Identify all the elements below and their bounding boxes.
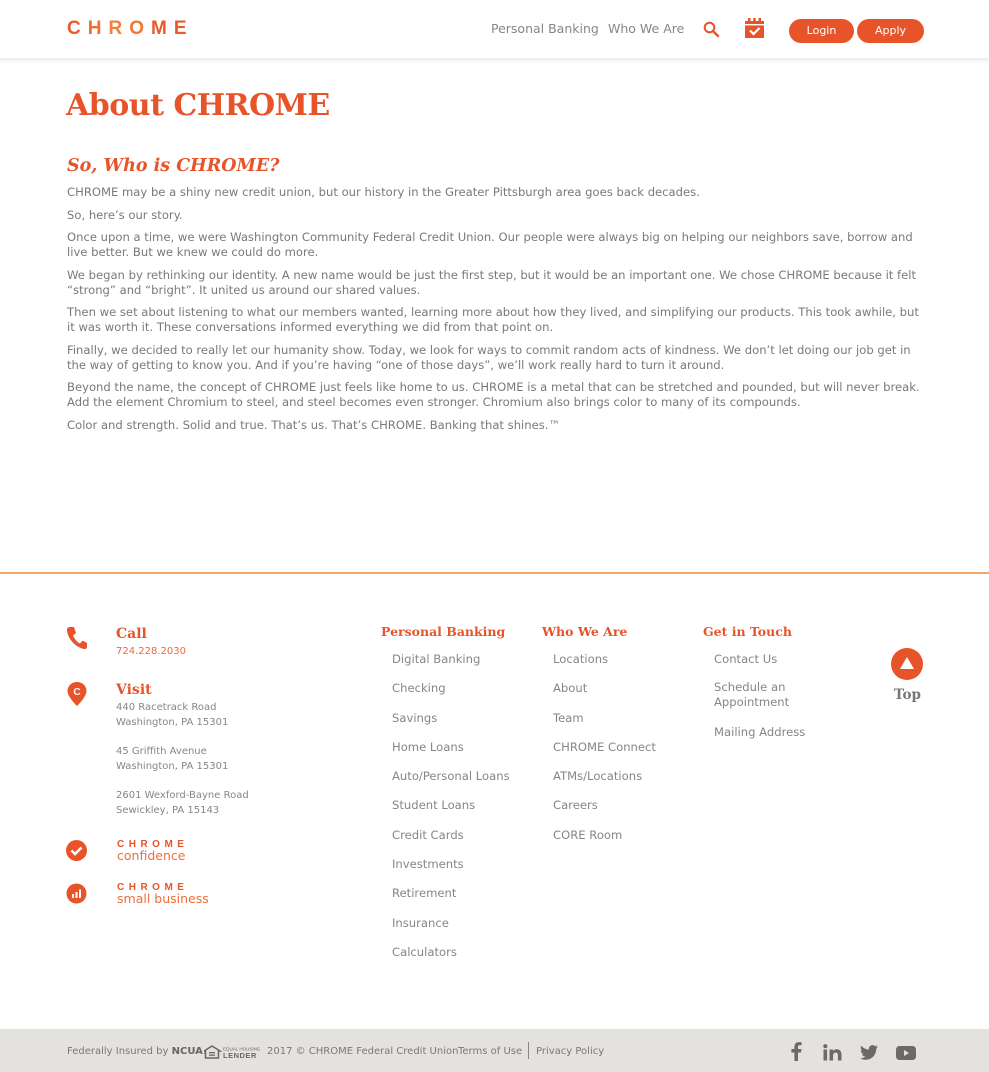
linkedin-icon[interactable] xyxy=(823,1044,842,1065)
back-to-top-button[interactable] xyxy=(891,648,923,680)
footer-link[interactable]: Insurance xyxy=(392,915,449,930)
insured-prefix: Federally Insured by xyxy=(67,1046,169,1057)
svg-text:LENDER: LENDER xyxy=(223,1051,257,1059)
footer-link[interactable]: CORE Room xyxy=(553,827,623,842)
logo-letter: H xyxy=(87,18,109,39)
logo-letter: C xyxy=(67,18,88,39)
logo-letter: O xyxy=(129,18,151,39)
footer-col-personal-banking-heading: Personal Banking xyxy=(381,624,506,639)
footer-col-get-in-touch xyxy=(714,651,814,754)
footer-link[interactable]: Mailing Address xyxy=(714,725,806,740)
back-to-top-label[interactable]: Top xyxy=(894,687,921,703)
site-header xyxy=(0,0,989,59)
youtube-icon[interactable] xyxy=(896,1045,916,1064)
logo-letter: M xyxy=(150,18,174,39)
footer-link[interactable]: CHROME Connect xyxy=(553,739,656,754)
legal-separator xyxy=(528,1042,529,1059)
chrome-confidence-link[interactable]: CHROME xyxy=(117,839,189,850)
footer-col-who-we-are xyxy=(553,651,656,856)
footer-link[interactable]: Locations xyxy=(553,652,609,666)
nav-personal-banking[interactable]: Personal Banking xyxy=(491,21,599,36)
checkmark-badge-icon xyxy=(66,840,87,865)
logo-letter: R xyxy=(108,18,130,39)
footer-link[interactable]: Careers xyxy=(553,798,598,813)
address-2 xyxy=(116,745,228,774)
footer-col-get-in-touch-heading: Get in Touch xyxy=(703,624,792,639)
phone-icon xyxy=(66,626,88,654)
address-line: Sewickley, PA 15143 xyxy=(116,804,220,816)
footer-link[interactable]: Student Loans xyxy=(392,798,476,813)
footer-link[interactable]: Credit Cards xyxy=(392,827,464,842)
paragraph: Once upon a time, we were Washington Community Federal Credit Union. Our people were always big on helping our neighbors save, borrow and live better. But we knew we could do more. xyxy=(67,230,913,259)
apply-button[interactable]: Apply xyxy=(857,19,924,43)
address-line: Washington, PA 15301 xyxy=(116,760,229,772)
logo-letter: E xyxy=(173,18,194,39)
calendar-check-icon[interactable] xyxy=(745,18,764,42)
footer-link[interactable]: About xyxy=(553,681,588,696)
section-title: So, Who is CHROME? xyxy=(67,156,280,176)
paragraph: CHROME may be a shiny new credit union, but our history in the Greater Pittsburgh area goes back decades. xyxy=(67,185,700,199)
bar-chart-badge-icon xyxy=(66,883,87,908)
nav-who-we-are[interactable]: Who We Are xyxy=(608,21,685,36)
svg-text:EQUAL HOUSING: EQUAL HOUSING xyxy=(223,1046,261,1052)
insured-notice xyxy=(67,1046,206,1057)
copyright: 2017 © CHROME Federal Credit Union xyxy=(267,1046,459,1057)
page-title: About CHROME xyxy=(66,88,330,123)
paragraph: So, here’s our story. xyxy=(67,207,183,222)
svg-text:C: C xyxy=(73,687,81,698)
ncua-label: NCUA xyxy=(171,1046,203,1057)
footer-divider xyxy=(0,572,989,574)
paragraph: Finally, we decided to really let our humanity show. Today, we look for ways to commit random acts of kindness. We don’t let doing our job get in the way of getting to know you. And if you’re having “one of those days”, we’ll work really hard to turn it around. xyxy=(67,342,911,372)
twitter-icon[interactable] xyxy=(860,1045,878,1064)
privacy-policy-link[interactable]: Privacy Policy xyxy=(536,1046,605,1057)
paragraph: Color and strength. Solid and true. That’s us. That’s CHROME. Banking that shines.™ xyxy=(67,417,561,432)
address-line: 2601 Wexford-Bayne Road xyxy=(116,790,249,801)
footer-link[interactable]: Savings xyxy=(392,710,438,725)
search-icon[interactable] xyxy=(703,21,720,42)
triangle-up-icon xyxy=(891,648,923,680)
footer-link[interactable]: Schedule an Appointment xyxy=(714,680,790,710)
terms-of-use-link[interactable]: Terms of Use xyxy=(458,1046,523,1057)
equal-housing-lender-icon xyxy=(204,1044,262,1063)
footer-link[interactable]: Digital Banking xyxy=(392,652,481,666)
brand-confidence-label: confidence xyxy=(117,848,186,863)
footer-link[interactable]: Home Loans xyxy=(392,739,464,754)
footer-col-personal-banking xyxy=(392,651,510,973)
call-heading: Call xyxy=(116,626,147,642)
footer-link[interactable]: Auto/Personal Loans xyxy=(392,769,510,784)
address-line: 440 Racetrack Road xyxy=(116,702,217,713)
paragraph: Then we set about listening to what our members wanted, learning more about how they lived, and simplifying our products. This took awhile, but it was worth it. These conversations informed everything we did from that point on. xyxy=(67,305,919,334)
footer-link[interactable]: Retirement xyxy=(392,886,457,901)
footer-col-who-we-are-heading: Who We Are xyxy=(542,624,628,639)
address-1 xyxy=(116,701,228,730)
footer-link[interactable]: Checking xyxy=(392,681,446,696)
login-button[interactable]: Login xyxy=(789,19,854,43)
footer-link[interactable]: Contact Us xyxy=(714,652,778,666)
address-line: 45 Griffith Avenue xyxy=(116,746,207,757)
footer-link[interactable]: Calculators xyxy=(392,944,457,959)
chrome-logo[interactable] xyxy=(67,18,194,40)
address-line: Washington, PA 15301 xyxy=(116,716,229,728)
footer-link[interactable]: Investments xyxy=(392,857,464,872)
visit-heading: Visit xyxy=(116,682,152,698)
facebook-icon[interactable] xyxy=(791,1042,802,1065)
address-3 xyxy=(116,789,249,818)
about-body xyxy=(67,185,927,440)
paragraph: We began by rethinking our identity. A new name would be just the first step, but it would be an important one. We chose CHROME because it felt “strong” and “bright”. It united us around our shared values. xyxy=(67,267,917,297)
footer-link[interactable]: ATMs/Locations xyxy=(553,769,643,784)
paragraph: Beyond the name, the concept of CHROME just feels like home to us. CHROME is a metal that can be stretched and pounded, but will never break. Add the element Chromium to steel, and steel becomes even stronger. Chromium also brings color to many of its compounds. xyxy=(67,380,920,409)
brand-small-business-label: small business xyxy=(117,891,209,906)
chrome-small-business-link[interactable]: CHROME xyxy=(117,882,189,893)
phone-number-link[interactable]: 724.228.2030 xyxy=(116,646,186,657)
footer-link[interactable]: Team xyxy=(553,710,584,725)
insured-suffix: . xyxy=(202,1046,207,1057)
location-pin-icon xyxy=(67,682,87,710)
